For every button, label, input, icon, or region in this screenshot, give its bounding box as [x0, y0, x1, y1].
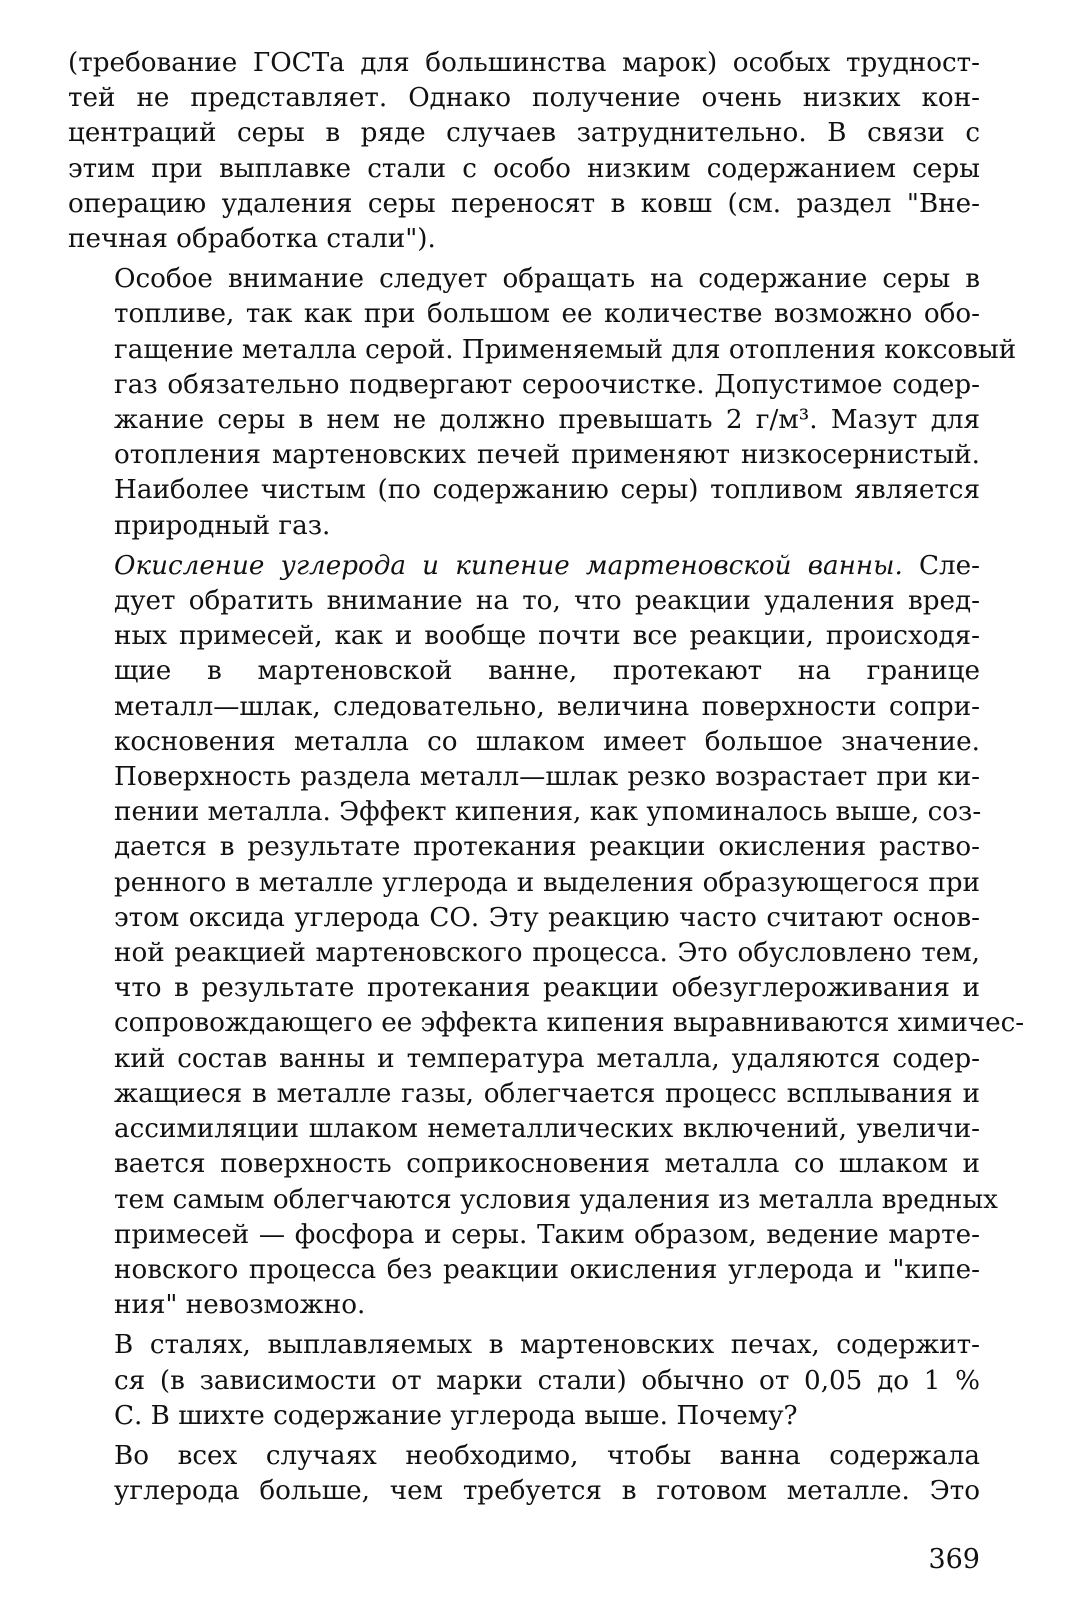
text-line: природный газ. — [114, 510, 331, 541]
text-line: что в результате протекания реакции обезуглероживания и — [114, 973, 980, 1004]
paragraph-carbon-oxidation — [68, 549, 1025, 1323]
paragraph-sulfur-fuel — [68, 262, 1017, 544]
page-body — [68, 46, 1025, 1514]
text-line: газ обязательно подвергают сероочистке. Допустимое содер- — [114, 369, 980, 400]
text-line: кий состав ванны и температура металла, удаляются содер- — [114, 1043, 980, 1074]
text-line: тей не представляет. Однако получение очень низких кон- — [68, 83, 980, 114]
text-line: С. В шихте содержание углерода выше. Почему? — [114, 1400, 798, 1431]
text-line: новского процесса без реакции окисления углерода и "кипе- — [114, 1254, 980, 1285]
text-line: сопровождающего ее эффекта кипения выравниваются химичес- — [114, 1008, 1025, 1039]
text-line: Особое внимание следует обращать на содержание серы в — [114, 264, 980, 295]
text-line: ной реакцией мартеновского процесса. Это обусловлено тем, — [114, 938, 980, 969]
text-line: жание серы в нем не должно превышать 2 г/м³. Мазут для — [114, 405, 980, 436]
text-line: жащиеся в металле газы, облегчается процесс всплывания и — [114, 1078, 980, 1109]
text-line: щие в мартеновской ванне, протекают на границе — [114, 656, 980, 687]
text-line: ных примесей, как и вообще почти все реакции, происходя- — [114, 621, 980, 652]
text-line: ренного в металле углерода и выделения образующегося при — [114, 867, 980, 898]
heading-continuation: Сле- — [902, 550, 980, 581]
text-line: пении металла. Эффект кипения, как упоминалось выше, соз- — [114, 797, 982, 828]
text-line: Во всех случаях необходимо, чтобы ванна содержала — [114, 1440, 980, 1471]
text-line: тем самым облегчаются условия удаления из металла вредных — [114, 1184, 998, 1215]
paragraph-sulfur-gost — [68, 46, 980, 257]
text-line: вается поверхность соприкосновения металла со шлаком и — [114, 1149, 980, 1180]
text-line: дается в результате протекания реакции окисления раство- — [114, 832, 980, 863]
text-line: ся (в зависимости от марки стали) обычно от 0,05 до 1 % — [114, 1365, 980, 1396]
text-line: этим при выплавке стали с особо низким содержанием серы — [68, 153, 980, 184]
text-line: печная обработка стали"). — [68, 224, 436, 255]
text-line: косновения металла со шлаком имеет большое значение. — [114, 726, 980, 757]
page-number: 369 — [928, 1544, 980, 1575]
text-line: этом оксида углерода СО. Эту реакцию часто считают основ- — [114, 902, 980, 933]
paragraph-carbon-content — [68, 1328, 980, 1434]
paragraph-bath-carbon — [68, 1439, 980, 1509]
text-line: операцию удаления серы переносят в ковш (см. раздел "Вне- — [68, 188, 980, 219]
text-line: ния" невозможно. — [114, 1290, 366, 1321]
text-line: топливе, так как при большом ее количестве возможно обо- — [114, 299, 980, 330]
text-line: ассимиляции шлаком неметаллических включений, увеличи- — [114, 1114, 980, 1145]
text-line: примесей — фосфора и серы. Таким образом, ведение марте- — [114, 1219, 980, 1250]
section-run-in-heading: Окисление углерода и кипение мартеновской ванны. — [114, 550, 903, 581]
text-line — [68, 549, 980, 584]
text-line: Поверхность раздела металл—шлак резко возрастает при ки- — [114, 762, 980, 793]
text-line: В сталях, выплавляемых в мартеновских печах, содержит- — [114, 1330, 980, 1361]
text-line: дует обратить внимание на то, что реакции удаления вред- — [114, 586, 980, 617]
text-line: центраций серы в ряде случаев затруднительно. В связи с — [68, 118, 980, 149]
text-line: (требование ГОСТа для большинства марок) особых трудност- — [68, 48, 980, 78]
text-line: углерода больше, чем требуется в готовом металле. Это — [114, 1476, 980, 1507]
text-line: гащение металла серой. Применяемый для отопления коксовый — [114, 334, 1017, 365]
text-line: металл—шлак, следовательно, величина поверхности сопри- — [114, 691, 980, 722]
text-line: Наиболее чистым (по содержанию серы) топливом является — [114, 475, 980, 506]
text-line: отопления мартеновских печей применяют низкосернистый. — [114, 440, 980, 471]
